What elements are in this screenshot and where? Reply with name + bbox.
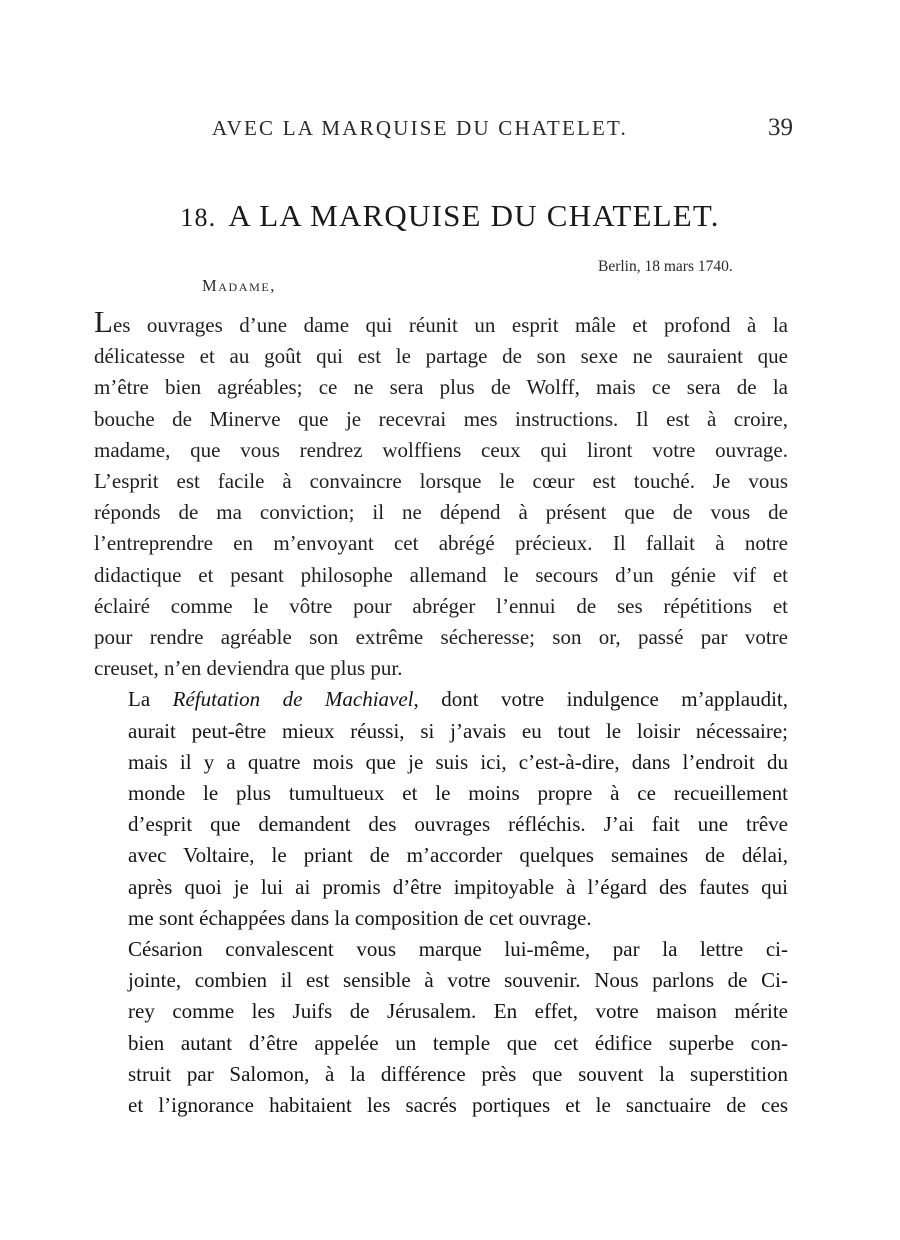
text-line: bien autant d’être appelée un temple que cet édifice superbe con- — [128, 1030, 788, 1055]
text-line: après quoi je lui ai promis d’être impitoyable à l’égard des fautes qui — [128, 874, 788, 899]
text-line: jointe, combien il est sensible à votre souvenir. Nous parlons de Ci- — [128, 968, 788, 993]
text-line: madame, que vous rendrez wolffiens ceux qui liront votre ouvrage. — [94, 437, 788, 462]
running-title: AVEC LA MARQUISE DU CHATELET. — [212, 116, 628, 140]
letter-heading — [0, 198, 900, 234]
text-line: Les ouvrages d’une dame qui réunit un esprit mâle et profond à la — [94, 304, 788, 339]
book-title: Réfutation de Machiavel — [172, 687, 414, 712]
text-line: L’esprit est facile à convaincre lorsque le cœur est touché. Je vous — [94, 469, 788, 494]
text-line: l’entreprendre en m’envoyant cet abrégé précieux. Il fallait à notre — [94, 531, 788, 556]
text-line: didactique et pesant philosophe allemand le secours d’un génie vif et — [94, 562, 788, 587]
text-line: délicatesse et au goût qui est le partage de son sexe ne sauraient que — [94, 344, 788, 369]
text-line: me sont échappées dans la composition de cet ouvrage. — [128, 905, 592, 930]
running-head — [0, 116, 900, 146]
text-line: bouche de Minerve que je recevrai mes instructions. Il est à croire, — [94, 406, 788, 431]
paragraph-1 — [94, 306, 788, 684]
text-line: pour rendre agréable son extrême sécheresse; son or, passé par votre — [94, 625, 788, 650]
text-segment: , dont votre indulgence m’applaudit, — [413, 687, 788, 712]
page-number: 39 — [768, 114, 793, 141]
text-line: Césarion convalescent vous marque lui-même, par la lettre ci- — [128, 937, 788, 962]
letter-title: A LA MARQUISE DU CHATELET. — [228, 198, 720, 233]
paragraph-3 — [94, 934, 788, 1121]
text-line: réponds de ma conviction; il ne dépend à présent que de vous de — [94, 500, 788, 525]
text-line: d’esprit que demandent des ouvrages réfléchis. J’ai fait une trêve — [128, 812, 788, 837]
text-line: aurait peut-être mieux réussi, si j’avais eu tout le loisir nécessaire; — [128, 718, 788, 743]
text-line: avec Voltaire, le priant de m’accorder quelques semaines de délai, — [128, 843, 788, 868]
text-line: m’être bien agréables; ce ne sera plus de Wolff, mais ce sera de la — [94, 375, 788, 400]
letter-body — [94, 306, 788, 1121]
text-line: rey comme les Juifs de Jérusalem. En effet, votre maison mérite — [128, 999, 788, 1024]
text-line: et l’ignorance habitaient les sacrés portiques et le sanctuaire de ces — [128, 1093, 788, 1118]
text-segment: La — [128, 687, 173, 712]
text-line: mais il y a quatre mois que je suis ici, c’est-à-dire, dans l’endroit du — [128, 749, 788, 774]
text-line: struit par Salomon, à la différence près que souvent la superstition — [128, 1061, 788, 1086]
letter-number: 18. — [180, 203, 217, 232]
text-line: éclairé comme le vôtre pour abréger l’ennui de ses répétitions et — [94, 593, 788, 618]
salutation: Madame, — [202, 276, 276, 295]
text-line: creuset, n’en deviendra que plus pur. — [94, 656, 403, 681]
dateline: Berlin, 18 mars 1740. — [598, 258, 733, 275]
paragraph-2 — [94, 684, 788, 934]
text-line — [94, 684, 788, 715]
text-line: monde le plus tumultueux et le moins propre à ce recueillement — [128, 781, 788, 806]
